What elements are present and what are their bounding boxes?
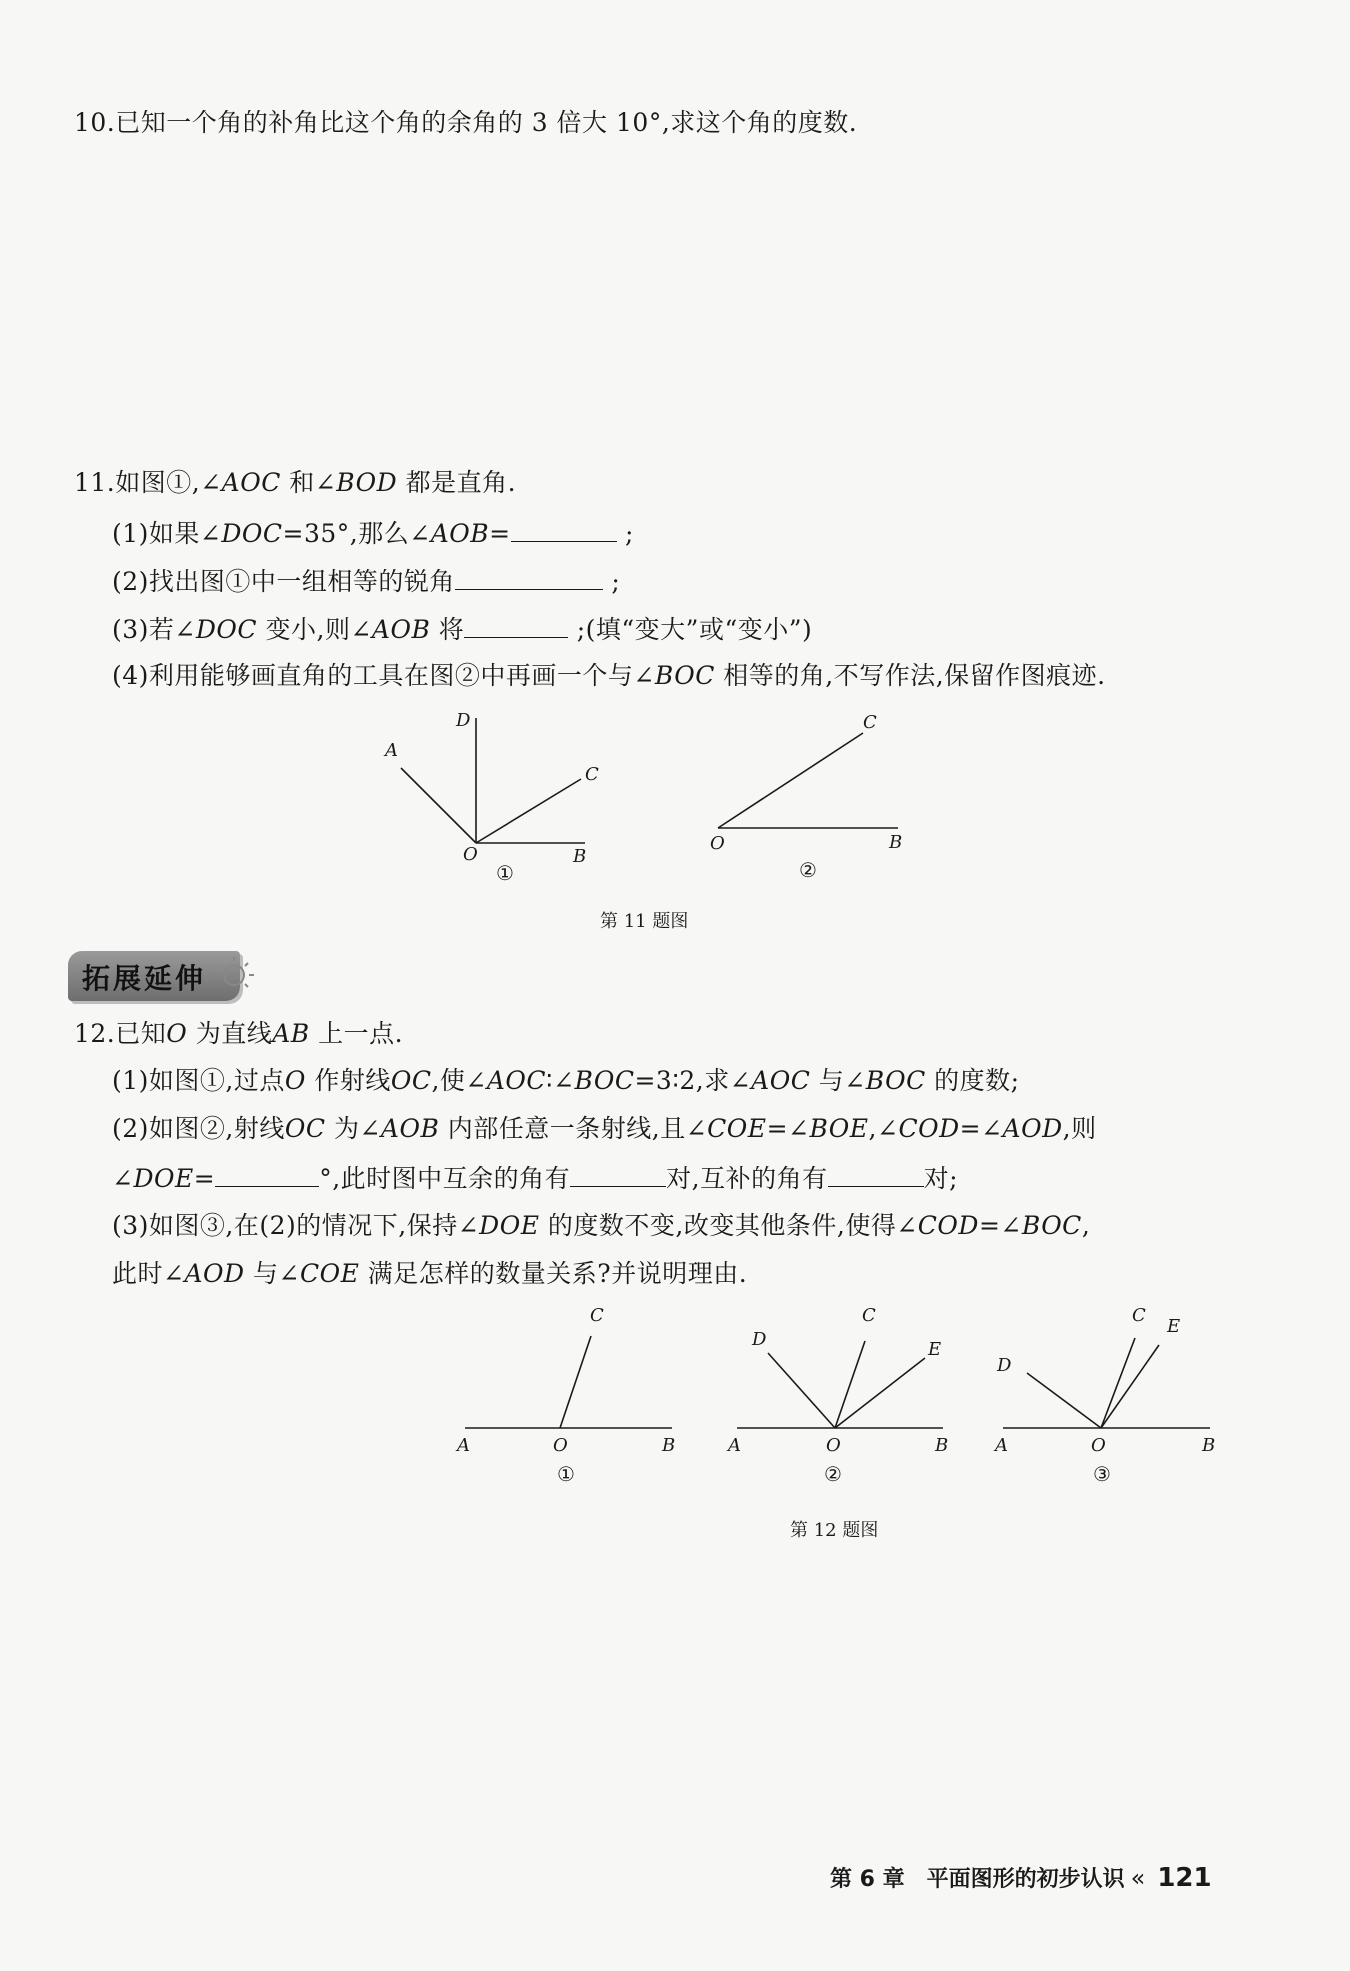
answer-blank[interactable] — [511, 515, 617, 542]
label-b: B — [662, 1435, 676, 1456]
ray-oc — [835, 1341, 865, 1428]
q11-part3: (3)若∠DOC 变小,则∠AOB 将 ;(填“变大”或“变小”) — [112, 611, 812, 647]
label-o: O — [463, 844, 478, 865]
label-d: D — [997, 1355, 1012, 1376]
q12-part2: (2)如图②,射线OC 为∠AOB 内部任意一条射线,且∠COE=∠BOE,∠COD=∠AOD,则 — [112, 1114, 1097, 1143]
label-c: C — [862, 1305, 876, 1326]
q11-figure-2 — [700, 700, 930, 890]
label-b: B — [573, 846, 587, 867]
ray-oc — [718, 733, 863, 828]
figure-number: ① — [557, 1462, 575, 1486]
q12-part2-continued: ∠DOE= °,此时图中互余的角有 对,互补的角有 对; — [112, 1160, 958, 1196]
ray-od — [768, 1353, 835, 1428]
q11-stem: 11.如图①,∠AOC 和∠BOD 都是直角. — [74, 468, 517, 497]
q12-figure-2 — [725, 1300, 970, 1490]
label-a: A — [728, 1435, 741, 1456]
label-o: O — [553, 1435, 568, 1456]
answer-blank[interactable] — [215, 1160, 319, 1187]
q12-part3: (3)如图③,在(2)的情况下,保持∠DOE 的度数不变,改变其他条件,使得∠COD=∠BOC, — [112, 1211, 1091, 1240]
ray-oc — [476, 779, 581, 843]
label-e: E — [928, 1339, 942, 1360]
chevron-left-icon: « — [1130, 1864, 1146, 1892]
q11-part1: (1)如果∠DOC=35°,那么∠AOB= ; — [112, 515, 634, 551]
q11-part4: (4)利用能够画直角的工具在图②中再画一个与∠BOC 相等的角,不写作法,保留作图痕迹. — [112, 661, 1106, 690]
label-o: O — [826, 1435, 841, 1456]
lightbulb-icon — [212, 955, 260, 999]
ray-od — [1027, 1373, 1101, 1428]
label-c: C — [863, 712, 877, 733]
label-d: D — [752, 1329, 767, 1350]
q11-figure-caption: 第 11 题图 — [600, 911, 689, 932]
label-a: A — [457, 1435, 470, 1456]
label-d: D — [456, 710, 471, 731]
label-a: A — [385, 740, 398, 761]
q12-figure-1 — [450, 1300, 690, 1490]
q10-text: 10.已知一个角的补角比这个角的余角的 3 倍大 10°,求这个角的度数. — [74, 108, 858, 137]
q11-part2: (2)找出图①中一组相等的锐角 ; — [112, 563, 620, 599]
chapter-title: 第 6 章 平面图形的初步认识 — [830, 1867, 1125, 1892]
figure-number: ② — [824, 1462, 842, 1486]
figure-number: ③ — [1093, 1462, 1111, 1486]
label-b: B — [1202, 1435, 1216, 1456]
ray-oe — [835, 1358, 925, 1428]
label-a: A — [995, 1435, 1008, 1456]
label-b: B — [935, 1435, 949, 1456]
label-b: B — [889, 832, 903, 853]
page-number: 121 — [1157, 1863, 1212, 1893]
label-e: E — [1167, 1316, 1181, 1337]
figure-number: ① — [496, 861, 514, 885]
ray-oe — [1101, 1345, 1159, 1428]
answer-blank[interactable] — [570, 1160, 666, 1187]
label-c: C — [1132, 1305, 1146, 1326]
q12-part3-continued: 此时∠AOD 与∠COE 满足怎样的数量关系?并说明理由. — [112, 1259, 748, 1288]
ray-oc — [560, 1336, 591, 1428]
q12-figure-caption: 第 12 题图 — [790, 1520, 879, 1541]
label-o: O — [1091, 1435, 1106, 1456]
q11-figure-1 — [380, 700, 610, 890]
ray-oc — [1101, 1338, 1135, 1428]
answer-blank[interactable] — [828, 1160, 924, 1187]
q12-part1: (1)如图①,过点O 作射线OC,使∠AOC∶∠BOC=3∶2,求∠AOC 与∠BOC 的度数; — [112, 1066, 1020, 1095]
label-o: O — [710, 833, 725, 854]
figure-number: ② — [799, 858, 817, 882]
answer-blank[interactable] — [464, 611, 568, 638]
ray-oa — [401, 768, 476, 843]
q12-stem: 12.已知O 为直线AB 上一点. — [74, 1019, 404, 1048]
page-footer — [830, 1862, 1212, 1893]
section-title: 拓展延伸 — [82, 962, 207, 995]
label-c: C — [585, 764, 599, 785]
label-c: C — [590, 1305, 604, 1326]
answer-blank[interactable] — [455, 563, 603, 590]
q12-figure-3 — [995, 1300, 1240, 1490]
